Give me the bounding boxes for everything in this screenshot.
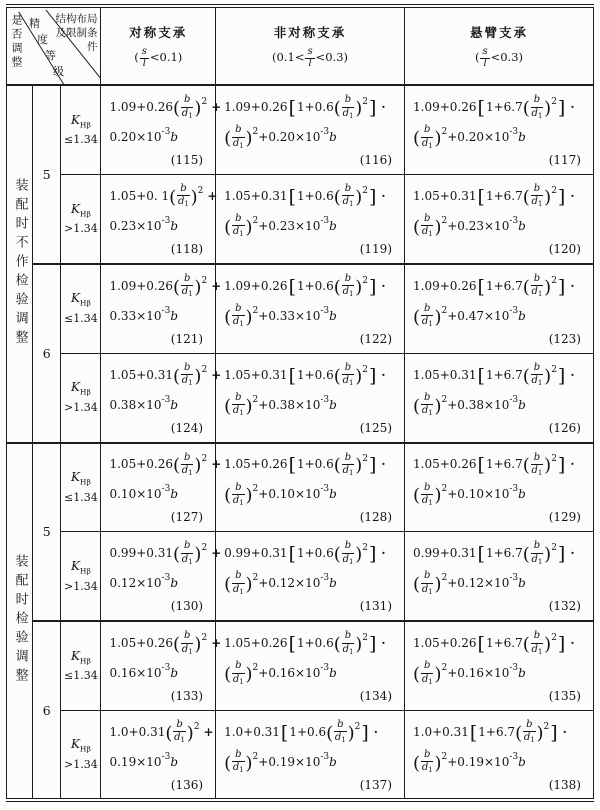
col-title-asymmetric: 非对称支承 <box>273 25 347 40</box>
eq-138-cell: 1.0+0.31[1+6.7( $\frac{b}{d_1}$ )$^2$] · ( $\frac{b}{d_1}$ )$^2+0.19\times 10^{-3}b$ (138) <box>405 711 594 800</box>
formula-row-115 <box>7 85 594 174</box>
eq-133-cell: 1.05+0.26( $\frac{b}{d_1}$ )$^2$ + $0.16\times 10^{-3}b$ (133) <box>101 621 216 710</box>
col-condition-symmetric: ( $\frac{s}{l}$ <0.1) <box>134 46 183 69</box>
formula-row-121 <box>7 264 594 353</box>
grade-cell-5: 5 <box>33 85 61 264</box>
col-title-symmetric: 对称支承 <box>129 25 188 40</box>
grade-cell-6: 6 <box>33 621 61 800</box>
eq-125-cell: 1.05+0.31[1+0.6( $\frac{b}{d_1}$ )$^2$] · ( $\frac{b}{d_1}$ )$^2+0.38\times 10^{-3}b$ (125) <box>216 353 405 442</box>
grade-cell-6: 6 <box>33 264 61 443</box>
corner-label-structure: 结构布局及限制条件 <box>55 13 98 53</box>
grade-cell-5: 5 <box>33 443 61 622</box>
col-header-symmetric <box>101 6 216 85</box>
eq-136-cell: 1.0+0.31( $\frac{b}{d_1}$ )$^2$ + $0.19\times 10^{-3}b$ (136) <box>101 711 216 800</box>
col-title-cantilever: 悬臂支承 <box>470 25 529 40</box>
eq-116-cell: 1.09+0.26[1+0.6( $\frac{b}{d_1}$ )$^2$] · ( $\frac{b}{d_1}$ )$^2+0.20\times 10^{-3}b$ (116) <box>216 85 405 174</box>
eq-115-cell: 1.09+0.26( $\frac{b}{d_1}$ )$^2$ + $0.20\times 10^{-3}b$ (115) <box>101 85 216 174</box>
k-condition-cell: $K_{H\beta}$ >1.34 <box>61 711 101 800</box>
k-condition-cell: $K_{H\beta}$ >1.34 <box>61 174 101 263</box>
eq-130-cell: 0.99+0.31( $\frac{b}{d_1}$ )$^2$ + $0.12\times 10^{-3}b$ (130) <box>101 532 216 621</box>
eq-128-cell: 1.05+0.26[1+0.6( $\frac{b}{d_1}$ )$^2$] · ( $\frac{b}{d_1}$ )$^2+0.10\times 10^{-3}b$ (128) <box>216 443 405 532</box>
eq-123-cell: 1.09+0.26[1+6.7( $\frac{b}{d_1}$ )$^2$] · ( $\frac{b}{d_1}$ )$^2+0.47\times 10^{-3}b$ (123) <box>405 264 594 353</box>
k-condition-cell: $K_{H\beta}$ ≤1.34 <box>61 443 101 532</box>
formula-row-130 <box>7 532 594 621</box>
eq-127-cell: 1.05+0.26( $\frac{b}{d_1}$ )$^2$ + $0.10\times 10^{-3}b$ (127) <box>101 443 216 532</box>
col-header-cantilever <box>405 6 594 85</box>
eq-122-cell: 1.09+0.26[1+0.6( $\frac{b}{d_1}$ )$^2$] · ( $\frac{b}{d_1}$ )$^2+0.33\times 10^{-3}b$ (122) <box>216 264 405 353</box>
corner-label-grade: 精 度 等 级 <box>29 17 64 78</box>
k-condition-cell: $K_{H\beta}$ ≤1.34 <box>61 85 101 174</box>
eq-118-cell: 1.05+0. 1( $\frac{b}{d_1}$ )$^2$ + $0.23\times 10^{-3}b$ (118) <box>101 174 216 263</box>
formula-row-127 <box>7 443 594 532</box>
eq-129-cell: 1.05+0.26[1+6.7( $\frac{b}{d_1}$ )$^2$] · ( $\frac{b}{d_1}$ )$^2+0.10\times 10^{-3}b$ (129) <box>405 443 594 532</box>
eq-135-cell: 1.05+0.26[1+6.7( $\frac{b}{d_1}$ )$^2$] · ( $\frac{b}{d_1}$ )$^2+0.16\times 10^{-3}b$ (135) <box>405 621 594 710</box>
corner-label-adjust: 是否调整 <box>10 14 23 70</box>
eq-134-cell: 1.05+0.26[1+0.6( $\frac{b}{d_1}$ )$^2$] · ( $\frac{b}{d_1}$ )$^2+0.16\times 10^{-3}b$ (134) <box>216 621 405 710</box>
section-label-no-adjust: 装配时不作检验调整 <box>7 85 33 443</box>
formula-row-124 <box>7 353 594 442</box>
header-row <box>7 6 594 85</box>
eq-137-cell: 1.0+0.31[1+0.6( $\frac{b}{d_1}$ )$^2$] · ( $\frac{b}{d_1}$ )$^2+0.19\times 10^{-3}b$ (137) <box>216 711 405 800</box>
eq-120-cell: 1.05+0.31[1+6.7( $\frac{b}{d_1}$ )$^2$] · ( $\frac{b}{d_1}$ )$^2+0.23\times 10^{-3}b$ (120) <box>405 174 594 263</box>
corner-header-cell <box>7 6 101 85</box>
eq-117-cell: 1.09+0.26[1+6.7( $\frac{b}{d_1}$ )$^2$] · ( $\frac{b}{d_1}$ )$^2+0.20\times 10^{-3}b$ (117) <box>405 85 594 174</box>
formula-row-118 <box>7 174 594 263</box>
col-condition-asymmetric: (0.1< $\frac{s}{l}$ <0.3) <box>272 46 349 69</box>
section-label-adjust: 装配时检验调整 <box>7 443 33 801</box>
col-condition-cantilever: ( $\frac{s}{l}$ <0.3) <box>474 46 524 69</box>
eq-121-cell: 1.09+0.26( $\frac{b}{d_1}$ )$^2$ + $0.33\times 10^{-3}b$ (121) <box>101 264 216 353</box>
eq-119-cell: 1.05+0.31[1+0.6( $\frac{b}{d_1}$ )$^2$] · ( $\frac{b}{d_1}$ )$^2+0.23\times 10^{-3}b$ (119) <box>216 174 405 263</box>
eq-132-cell: 0.99+0.31[1+6.7( $\frac{b}{d_1}$ )$^2$] · ( $\frac{b}{d_1}$ )$^2+0.12\times 10^{-3}b$ (132) <box>405 532 594 621</box>
eq-126-cell: 1.05+0.31[1+6.7( $\frac{b}{d_1}$ )$^2$] · ( $\frac{b}{d_1}$ )$^2+0.38\times 10^{-3}b$ (126) <box>405 353 594 442</box>
eq-131-cell: 0.99+0.31[1+0.6( $\frac{b}{d_1}$ )$^2$] · ( $\frac{b}{d_1}$ )$^2+0.12\times 10^{-3}b$ (131) <box>216 532 405 621</box>
formula-row-133 <box>7 621 594 710</box>
formula-row-136 <box>7 711 594 800</box>
formula-table <box>6 4 594 802</box>
k-condition-cell: $K_{H\beta}$ >1.34 <box>61 532 101 621</box>
k-condition-cell: $K_{H\beta}$ ≤1.34 <box>61 264 101 353</box>
k-condition-cell: $K_{H\beta}$ ≤1.34 <box>61 621 101 710</box>
col-header-asymmetric <box>216 6 405 85</box>
eq-124-cell: 1.05+0.31( $\frac{b}{d_1}$ )$^2$ + $0.38\times 10^{-3}b$ (124) <box>101 353 216 442</box>
k-condition-cell: $K_{H\beta}$ >1.34 <box>61 353 101 442</box>
